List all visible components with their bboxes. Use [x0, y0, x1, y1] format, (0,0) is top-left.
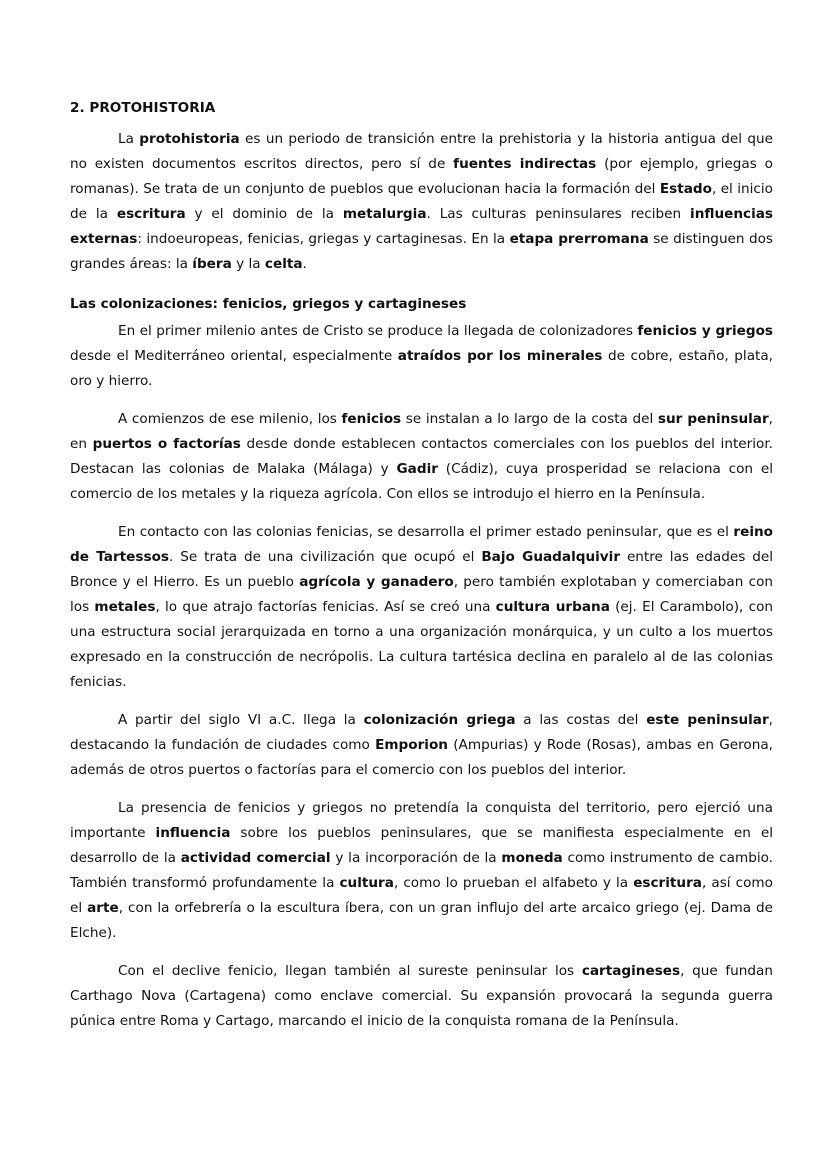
section-heading: 2. PROTOHISTORIA: [70, 100, 216, 116]
bold-term: íbera: [192, 256, 232, 272]
bold-term: metalurgia: [342, 206, 427, 222]
document-page: [70, 96, 773, 1047]
bold-term: reino de Tartessos: [70, 524, 773, 565]
bold-term: cultura: [339, 875, 394, 891]
bold-term: fenicios: [341, 411, 402, 427]
paragraph: En el primer milenio antes de Cristo se produce la llegada de colonizadores fenicios y griegos desde el Mediterráneo oriental, especialmente atraídos por los minerales de cobre, estaño, plata, oro y hierro.: [70, 323, 774, 389]
bold-term: Emporion: [375, 737, 448, 753]
bold-term: puertos o factorías: [92, 436, 241, 452]
bold-term: fenicios y griegos: [637, 323, 774, 339]
bold-term: etapa prerromana: [509, 231, 649, 247]
paragraph: A comienzos de ese milenio, los fenicios se instalan a lo largo de la costa del sur peninsular, en puertos o factorías desde donde establecen contactos comerciales con los pueblos del interior. Destacan las colonias de Malaka (Málaga) y Gadir (Cádiz), cuya prosperidad se relaciona con el comercio de los metales y la riqueza agrícola. Con ellos se introdujo el hierro en la Península.: [70, 411, 773, 502]
intro-paragraph: La protohistoria es un periodo de transición entre la prehistoria y la historia antigua del que no existen documentos escritos directos, pero sí de fuentes indirectas (por ejemplo, griegas o romanas). Se trata de un conjunto de pueblos que evolucionan hacia la formación del Estado, el inicio de la escritura y el dominio de la metalurgia. Las culturas peninsulares reciben influencias externas: indoeuropeas, fenicias, griegas y cartaginesas. En la etapa prerromana se distinguen dos grandes áreas: la íbera y la celta.: [70, 131, 774, 272]
bold-term: cultura urbana: [495, 599, 610, 615]
bold-term: sur peninsular: [657, 411, 769, 427]
paragraph: La presencia de fenicios y griegos no pretendía la conquista del territorio, pero ejerció una importante influencia sobre los pueblos peninsulares, que se manifiesta especialmente en el desarrollo de la actividad comercial y la incorporación de la moneda como instrumento de cambio. También transformó profundamente la cultura, como lo prueban el alfabeto y la escritura, así como el arte, con la orfebrería o la escultura íbera, con un gran influjo del arte arcaico griego (ej. Dama de Elche).: [70, 800, 774, 941]
bold-term: Estado: [659, 181, 712, 197]
bold-term: actividad comercial: [180, 850, 331, 866]
paragraph: En contacto con las colonias fenicias, se desarrolla el primer estado peninsular, que es el reino de Tartessos. Se trata de una civilización que ocupó el Bajo Guadalquivir entre las edades del Bronce y el Hierro. Es un pueblo agrícola y ganadero, pero también explotaban y comerciaban con los metales, lo que atrajo factorías fenicias. Así se creó una cultura urbana (ej. El Carambolo), con una estructura social jerarquizada en torno a una organización monárquica, y un culto a los muertos expresado en la construcción de necrópolis. La cultura tartésica declina en paralelo al de las colonias fenicias.: [70, 524, 774, 690]
bold-term: metales: [94, 599, 156, 615]
paragraph: Con el declive fenicio, llegan también al sureste peninsular los cartagineses, que fundan Carthago Nova (Cartagena) como enclave comercial. Su expansión provocará la segunda guerra púnica entre Roma y Cartago, marcando el inicio de la conquista romana de la Península.: [70, 963, 773, 1029]
bold-term: atraídos por los minerales: [397, 348, 603, 364]
bold-term: celta: [264, 256, 303, 272]
bold-term: influencia: [155, 825, 231, 841]
bold-term: agrícola y ganadero: [299, 574, 454, 590]
bold-term: Bajo Guadalquivir: [481, 549, 621, 565]
bold-term: este peninsular: [646, 712, 769, 728]
bold-term: colonización griega: [363, 712, 516, 728]
bold-term: protohistoria: [139, 131, 240, 147]
bold-term: arte: [87, 900, 119, 916]
bold-term: escritura: [633, 875, 702, 891]
bold-term: fuentes indirectas: [453, 156, 597, 172]
bold-term: cartagineses: [581, 963, 681, 979]
paragraph: A partir del siglo VI a.C. llega la colonización griega a las costas del este peninsular, destacando la fundación de ciudades como Emporion (Ampurias) y Rode (Rosas), ambas en Gerona, además de otros puertos o factorías para el comercio con los pueblos del interior.: [70, 712, 773, 778]
bold-term: escritura: [116, 206, 186, 222]
bold-term: moneda: [501, 850, 563, 866]
subsection-heading: Las colonizaciones: fenicios, griegos y cartagineses: [70, 296, 467, 312]
bold-term: influencias externas: [70, 206, 774, 247]
bold-term: Gadir: [396, 461, 438, 477]
